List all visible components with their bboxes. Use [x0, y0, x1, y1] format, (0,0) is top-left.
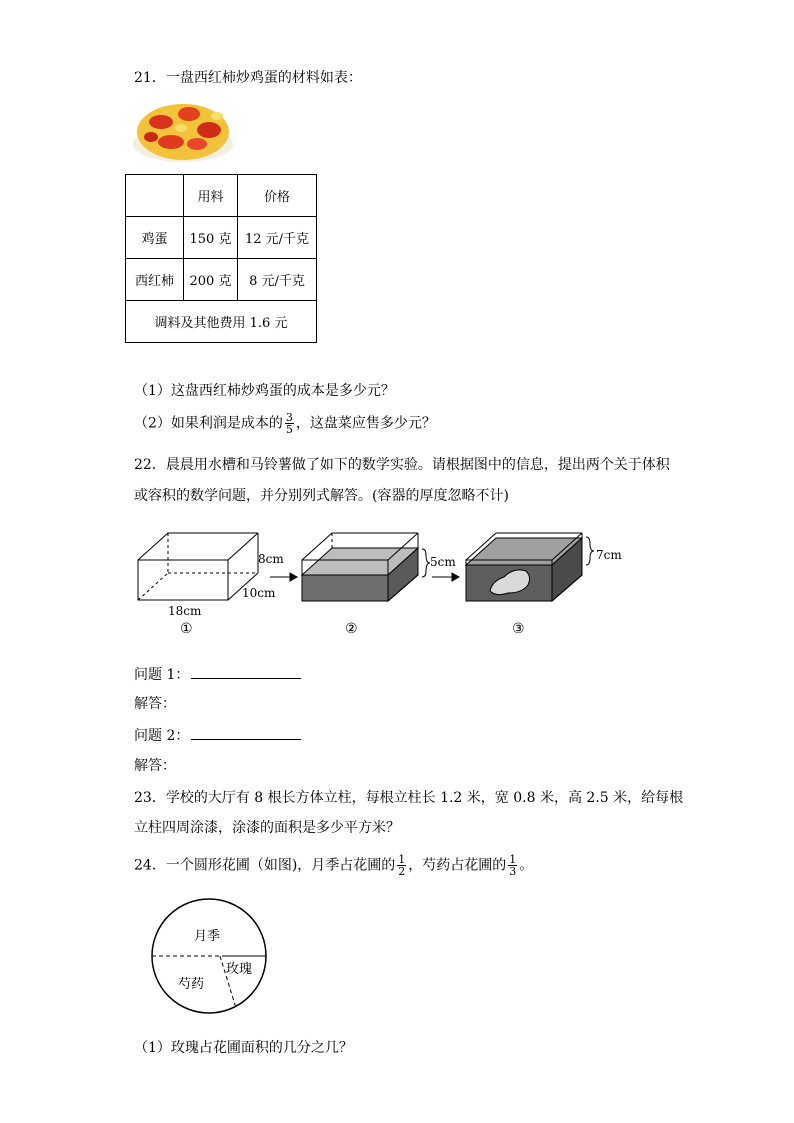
region-label-meigui: 玫瑰 — [226, 962, 253, 977]
fraction — [508, 854, 517, 877]
problem-1-label: 问题 1： — [134, 667, 190, 683]
answer-1-label: 解答： — [134, 696, 176, 712]
materials-table — [125, 174, 317, 343]
problem-2 — [134, 725, 301, 746]
q24-post: 。 — [519, 857, 534, 874]
figure-label-3: ③ — [512, 621, 525, 637]
q23-line2: 立柱四周涂漆，涂漆的面积是多少平方米？ — [134, 820, 400, 836]
table-row — [126, 259, 317, 301]
q21-sub1: （1）这盘西红柿炒鸡蛋的成本是多少元？ — [134, 383, 395, 399]
table-cell: 8 元/千克 — [238, 259, 317, 301]
length-label: 18cm — [168, 604, 202, 618]
table-cell: 150 克 — [184, 217, 238, 259]
fraction-numerator: 3 — [285, 411, 293, 424]
fraction-numerator: 1 — [509, 853, 517, 866]
tomato-egg-photo — [131, 92, 236, 170]
table-cell: 200 克 — [184, 259, 238, 301]
table-footer: 调料及其他费用 1.6 元 — [126, 301, 317, 343]
table-row — [126, 217, 317, 259]
answer-blank-1[interactable] — [191, 664, 301, 679]
table-cell: 鸡蛋 — [126, 217, 184, 259]
after-height-label: 7cm — [596, 548, 622, 562]
tank-experiment-diagram — [130, 525, 630, 640]
answer-2-label: 解答： — [134, 758, 176, 774]
table-header: 用料 — [184, 175, 238, 217]
fraction-denominator: 2 — [398, 865, 406, 878]
table-header: 价格 — [238, 175, 317, 217]
height-label: 8cm — [258, 552, 284, 566]
table-header-row — [126, 175, 317, 217]
fraction — [397, 854, 406, 877]
region-label-shaoyao: 芍药 — [178, 977, 205, 992]
fraction-denominator: 3 — [509, 865, 517, 878]
q22-line1: 22．晨晨用水槽和马铃薯做了如下的数学实验。请根据图中的信息，提出两个关于体积 — [134, 457, 670, 473]
q21-title: 21．一盘西红柿炒鸡蛋的材料如表： — [134, 70, 362, 86]
tank-with-water — [302, 533, 418, 601]
flower-bed-diagram — [148, 898, 272, 1016]
brace-icon — [422, 549, 430, 577]
q21-sub2-pre: （2）如果利润是成本的 — [134, 415, 283, 432]
q23-line1: 23．学校的大厅有 8 根长方体立柱，每根立柱长 1.2 米，宽 0.8 米，高 2.5 米，给每根 — [134, 790, 684, 806]
fraction — [285, 412, 294, 435]
q24-sub1: （1）玫瑰占花圃面积的几分之几？ — [134, 1040, 353, 1056]
table-cell: 西红柿 — [126, 259, 184, 301]
table-cell — [126, 175, 184, 217]
water-height-label: 5cm — [430, 555, 456, 569]
empty-tank — [138, 533, 258, 600]
table-cell: 12 元/千克 — [238, 217, 317, 259]
problem-2-label: 问题 2： — [134, 728, 190, 744]
fraction-numerator: 1 — [398, 853, 406, 866]
q21-sub2-post: ，这盘菜应售多少元？ — [295, 415, 436, 432]
region-label-yueji: 月季 — [194, 929, 221, 944]
figure-label-2: ② — [345, 621, 358, 637]
q22-line2: 或容积的数学问题，并分别列式解答。(容器的厚度忽略不计) — [134, 488, 509, 504]
brace-icon — [586, 537, 594, 565]
width-label: 10cm — [242, 586, 276, 600]
q24-mid: ，芍药占花圃的 — [408, 857, 507, 874]
arrow-icon — [270, 573, 297, 581]
answer-blank-2[interactable] — [191, 725, 301, 740]
q21-sub2 — [134, 412, 436, 435]
tank-with-potato — [466, 533, 582, 601]
fraction-denominator: 5 — [285, 423, 293, 436]
q24-pre: 24．一个圆形花圃（如图)，月季占花圃的 — [134, 857, 396, 874]
figure-label-1: ① — [180, 621, 193, 637]
arrow-icon — [432, 573, 459, 581]
problem-1 — [134, 664, 301, 685]
q24-text — [134, 854, 533, 877]
table-footer-row — [126, 301, 317, 343]
